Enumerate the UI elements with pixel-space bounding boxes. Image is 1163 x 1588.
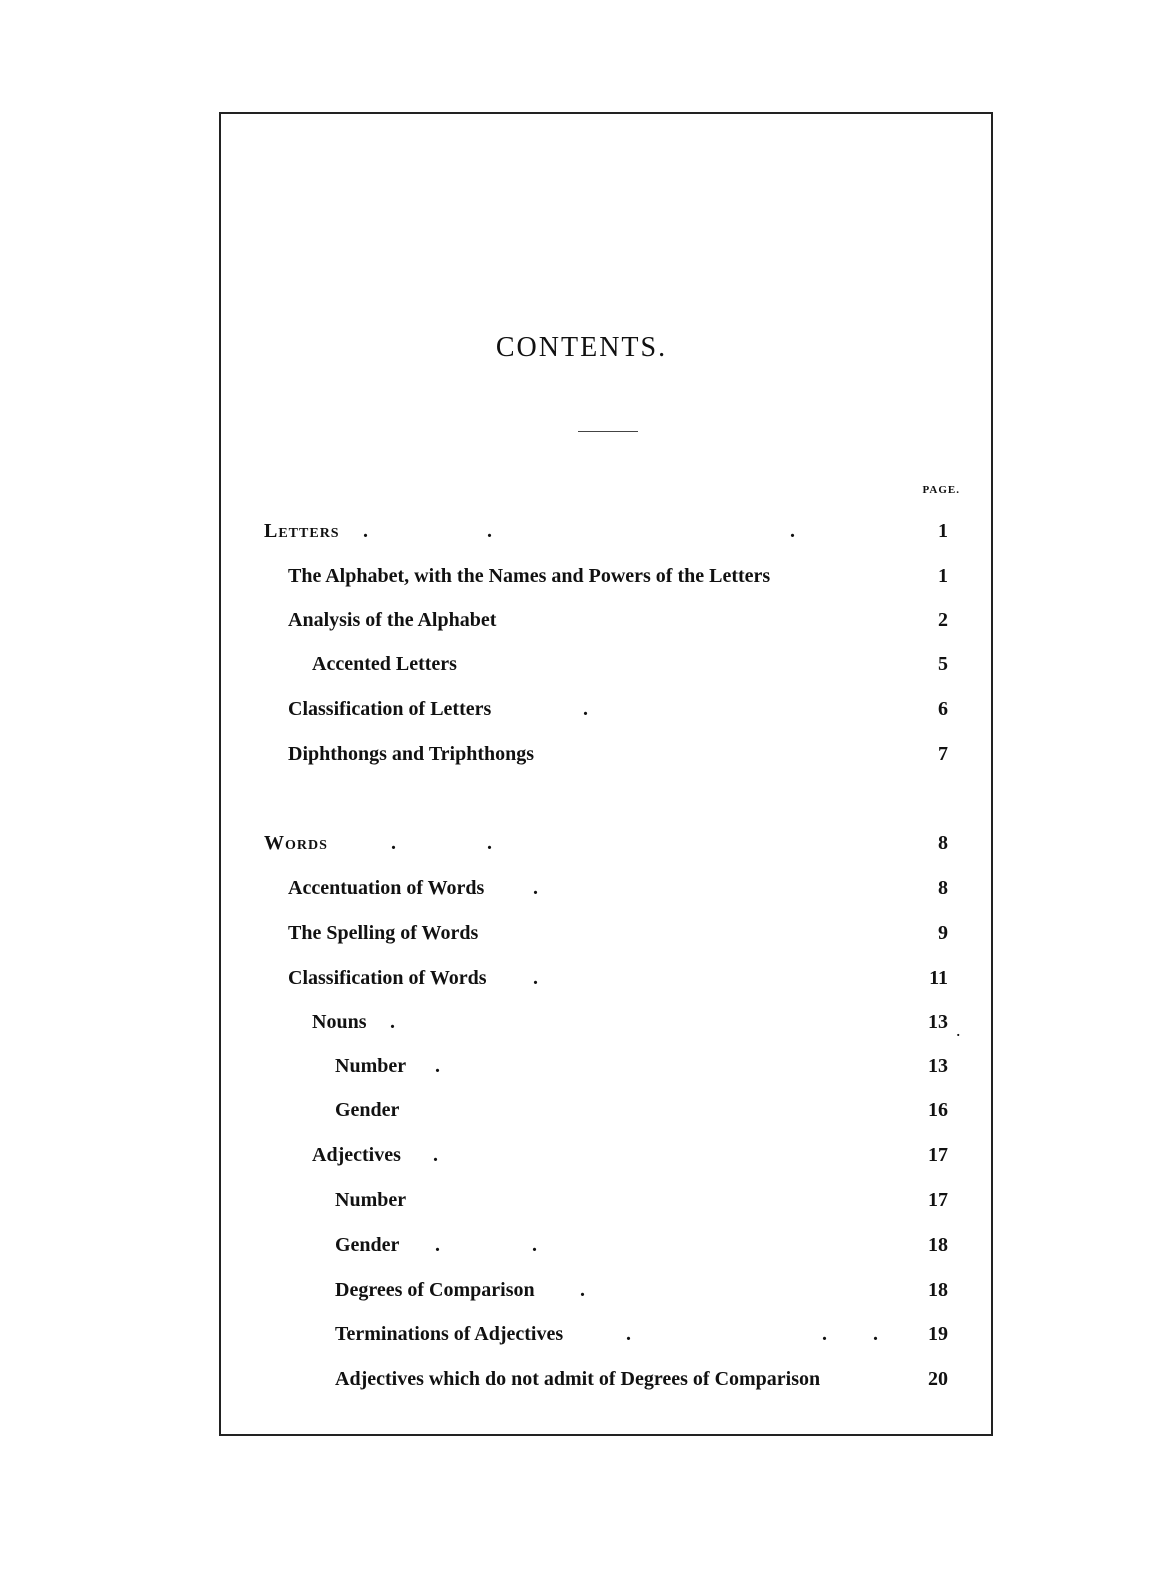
leader-dot: . — [532, 1234, 537, 1256]
toc-entry-page: 8 — [938, 877, 948, 899]
toc-entry-page: 8 — [938, 832, 948, 854]
title-rule — [578, 431, 638, 432]
toc-entry-label: Gender — [335, 1234, 400, 1256]
toc-entry-label: Terminations of Adjectives — [335, 1323, 564, 1345]
toc-entry-label: Nouns — [312, 1011, 367, 1033]
toc-entry-page: 17 — [928, 1144, 948, 1166]
page-column-header: PAGE. — [922, 484, 960, 496]
toc-entry-label: Letters — [264, 520, 340, 542]
leader-dot: . — [487, 832, 492, 854]
toc-entry-label: Number — [335, 1055, 407, 1077]
toc-entry[interactable] — [0, 1234, 1163, 1264]
toc-entry[interactable] — [0, 1279, 1163, 1309]
toc-entry[interactable] — [0, 609, 1163, 639]
toc-entry-page: 1 — [938, 520, 948, 542]
leader-dot: . — [533, 967, 538, 989]
toc-entry-page: 6 — [938, 698, 948, 720]
toc-entry-page: 1 — [938, 565, 948, 587]
toc-entry-label: Number — [335, 1189, 407, 1211]
toc-entry-label: Degrees of Comparison — [335, 1279, 535, 1301]
toc-entry[interactable] — [0, 565, 1163, 595]
leader-dot: . — [822, 1323, 827, 1345]
toc-entry-label: Accented Letters — [312, 653, 457, 675]
toc-entry-page: 7 — [938, 743, 948, 765]
page-title: CONTENTS. — [495, 332, 668, 363]
toc-entry-label: Words — [264, 832, 328, 854]
toc-entry[interactable] — [0, 1144, 1163, 1174]
leader-dot: . — [391, 832, 396, 854]
leader-dot: . — [533, 877, 538, 899]
toc-entry-page: 18 — [928, 1234, 948, 1256]
leader-dot: . — [390, 1011, 395, 1033]
leader-dot: . — [583, 698, 588, 720]
toc-entry-label: Adjectives — [312, 1144, 401, 1166]
toc-entry[interactable] — [0, 743, 1163, 773]
toc-entry-page: 20 — [928, 1368, 948, 1390]
toc-entry[interactable] — [0, 967, 1163, 997]
toc-entry[interactable] — [0, 698, 1163, 728]
toc-entry-label: The Spelling of Words — [288, 922, 479, 944]
toc-entry-page: 9 — [938, 922, 948, 944]
toc-entry-page: 11 — [929, 967, 948, 989]
toc-entry[interactable] — [0, 1189, 1163, 1219]
leader-dot: . — [363, 520, 368, 542]
toc-entry-page: 13 — [928, 1011, 948, 1033]
toc-entry-page: 17 — [928, 1189, 948, 1211]
leader-dot: . — [626, 1323, 631, 1345]
leader-dot: . — [435, 1234, 440, 1256]
toc-entry[interactable] — [0, 1323, 1163, 1353]
toc-entry-page: 18 — [928, 1279, 948, 1301]
toc-entry[interactable] — [0, 1368, 1163, 1398]
toc-entry[interactable] — [0, 653, 1163, 683]
leader-dot: . — [580, 1279, 585, 1301]
leader-dot: . — [790, 520, 795, 542]
leader-dot: . — [435, 1055, 440, 1077]
toc-entry-label: Adjectives which do not admit of Degrees of Comparison — [335, 1368, 821, 1390]
toc-entry-label: Analysis of the Alphabet — [288, 609, 497, 631]
toc-entry-label: Diphthongs and Triphthongs — [288, 743, 535, 765]
toc-entry[interactable] — [0, 1011, 1163, 1041]
toc-entry-page: 13 — [928, 1055, 948, 1077]
leader-dot: . — [487, 520, 492, 542]
toc-entry-label: Accentuation of Words — [288, 877, 485, 899]
toc-entry-words[interactable] — [0, 832, 1163, 862]
toc-entry-page: 2 — [938, 609, 948, 631]
toc-entry-page: 5 — [938, 653, 948, 675]
leader-dot: . — [433, 1144, 438, 1166]
toc-entry[interactable] — [0, 922, 1163, 952]
toc-entry[interactable] — [0, 877, 1163, 907]
toc-entry-letters[interactable] — [0, 520, 1163, 550]
stray-mark: . — [956, 1020, 961, 1040]
toc-entry-page: 16 — [928, 1099, 948, 1121]
toc-entry[interactable] — [0, 1099, 1163, 1129]
toc-entry[interactable] — [0, 1055, 1163, 1085]
leader-dot: . — [873, 1323, 878, 1345]
toc-entry-label: Classification of Letters — [288, 698, 492, 720]
toc-entry-page: 19 — [928, 1323, 948, 1345]
toc-entry-label: Classification of Words — [288, 967, 487, 989]
toc-entry-label: Gender — [335, 1099, 400, 1121]
toc-entry-label: The Alphabet, with the Names and Powers of the Letters — [288, 565, 771, 587]
